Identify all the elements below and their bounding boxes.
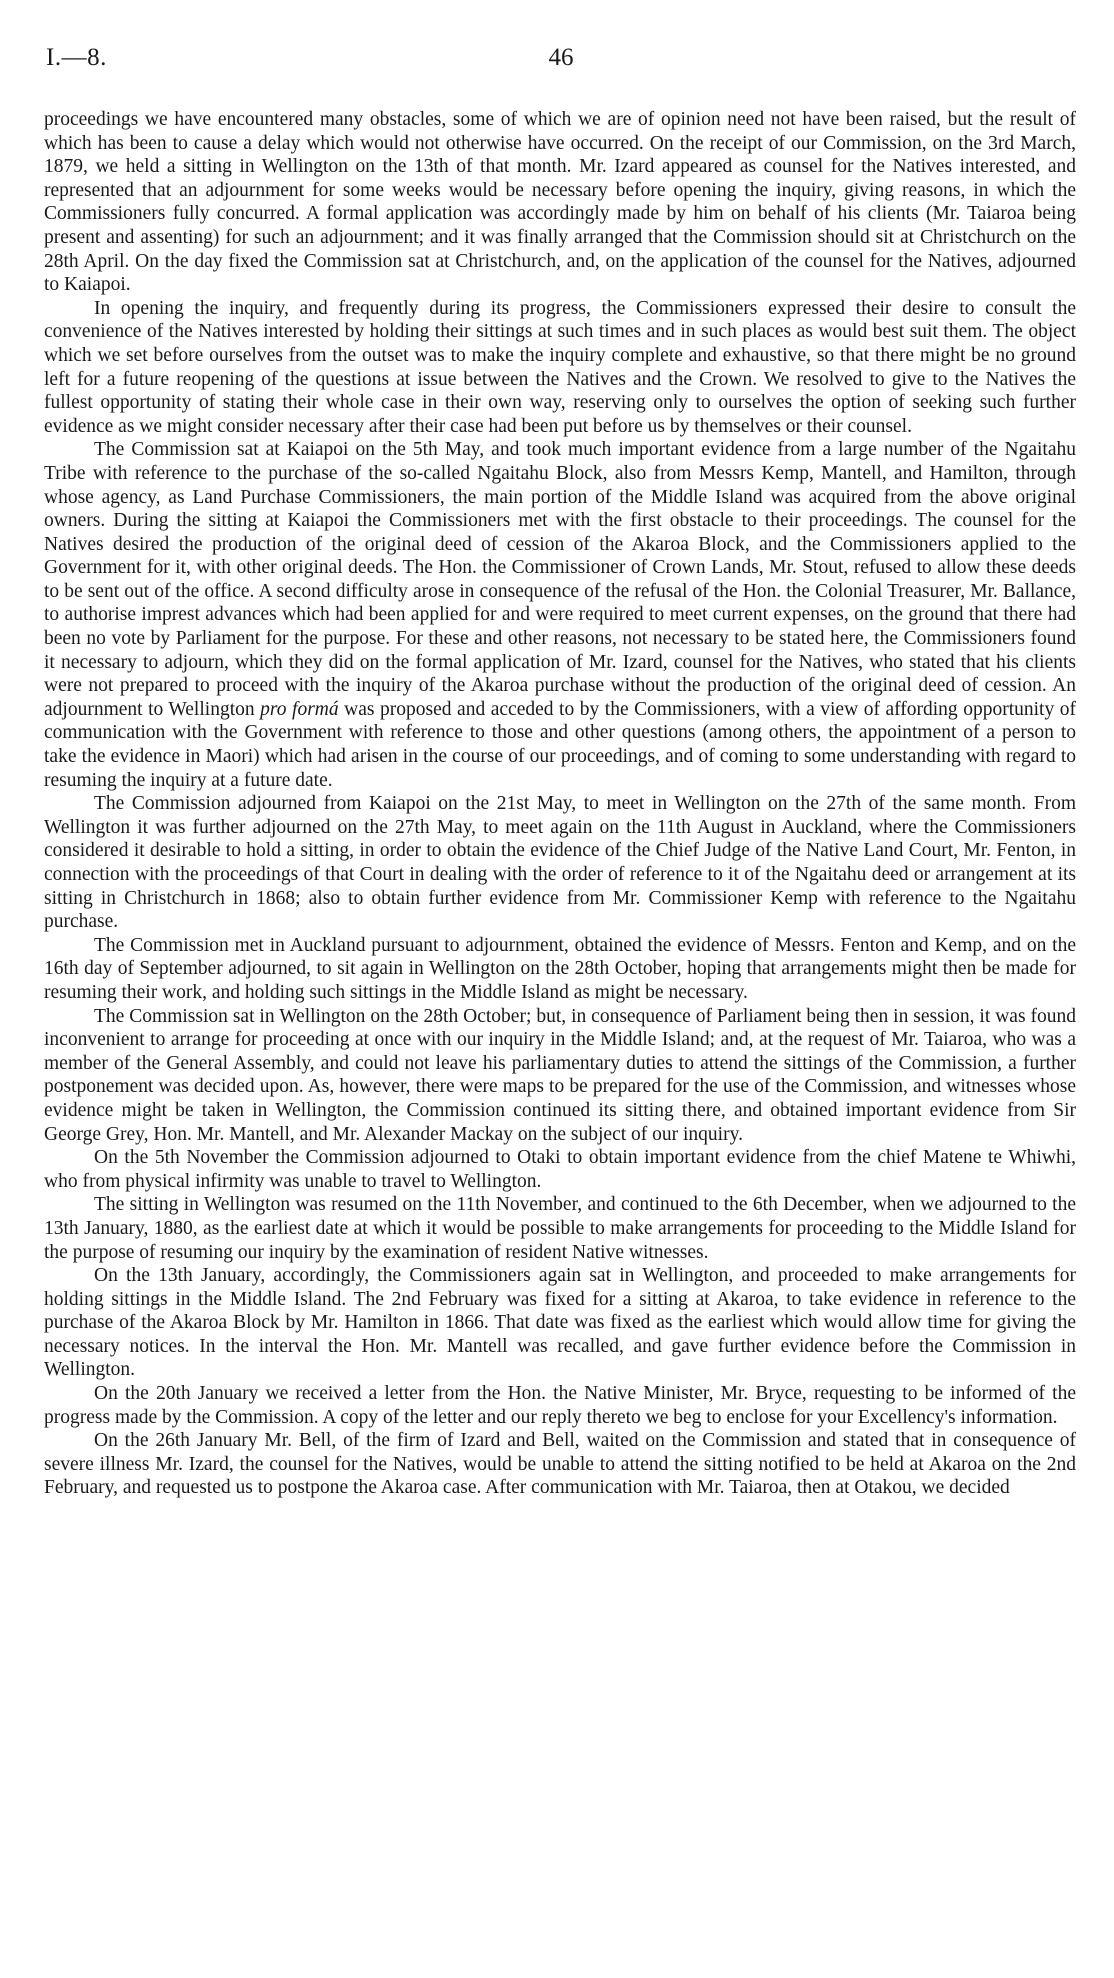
paragraph-8: The sitting in Wellington was resumed on the 11th November, and continued to the 6th December, when we adjourned to the 13th January, 1880, as the earliest date at which it would be possible to make arrangements for proceeding to the Middle Island for the purpose of resuming our inquiry by the examination of resident Native witnesses. (44, 1194, 1076, 1263)
paragraph-10: On the 20th January we received a letter from the Hon. the Native Minister, Mr. Bryce, requesting to be informed of the progress made by the Commission. A copy of the letter and our reply thereto we beg to enclose for your Excellency's information. (44, 1383, 1076, 1428)
paragraph-6: The Commission sat in Wellington on the 28th October; but, in consequence of Parliament being then in session, it was found inconvenient to arrange for proceeding at once with our inquiry in the Middle Island; and, at the request of Mr. Taiaroa, who was a member of the General Assembly, and could not leave his parliamentary duties to attend the sittings of the Commission, a further postponement was decided upon. As, however, there were maps to be prepared for the use of the Commission, and witnesses whose evidence might be taken in Wellington, the Commission continued its sitting there, and obtained important evidence from Sir George Grey, Hon. Mr. Mantell, and Mr. Alexander Mackay on the subject of our inquiry. (44, 1005, 1076, 1145)
paragraph-7: On the 5th November the Commission adjourned to Otaki to obtain important evidence from the chief Matene te Whiwhi, who from physical infirmity was unable to travel to Wellington. (44, 1147, 1076, 1192)
paragraph-5: The Commission met in Auckland pursuant to adjournment, obtained the evidence of Messrs. Fenton and Kemp, and on the 16th day of September adjourned, to sit again in Wellington on the 28th October, hoping that arrangements might then be made for resuming their work, and holding such sittings in the Middle Island as might be necessary. (44, 934, 1076, 1003)
paragraph-11: On the 26th January Mr. Bell, of the firm of Izard and Bell, waited on the Commission and stated that in consequence of severe illness Mr. Izard, the counsel for the Natives, would be unable to attend the sitting notified to be held at Akaroa on the 2nd February, and requested us to postpone the Akaroa case. After communication with Mr. Taiaroa, then at Otakou, we decided (44, 1430, 1076, 1499)
paragraph-3-emphasis: pro formá (260, 698, 339, 720)
page-header (46, 44, 1076, 78)
paragraph-1: proceedings we have encountered many obstacles, some of which we are of opinion need not have been raised, but the result of which has been to cause a delay which would not otherwise have occurred. On the receipt of our Commission, on the 3rd March, 1879, we held a sitting in Wellington on the 13th of that month. Mr. Izard appeared as counsel for the Natives interested, and represented that an adjournment for some weeks would be necessary before opening the inquiry, giving reasons, in which the Commissioners fully concurred. A formal application was accordingly made by him on behalf of his clients (Mr. Taiaroa being present and assenting) for such an adjournment; and it was finally arranged that the Commission should sit at Christchurch on the 28th April. On the day fixed the Commission sat at Christchurch, and, on the application of the counsel for the Natives, adjourned to Kaiapoi. (44, 109, 1076, 296)
paragraph-4: The Commission adjourned from Kaiapoi on the 21st May, to meet in Wellington on the 27th of the same month. From Wellington it was further adjourned on the 27th May, to meet again on the 11th August in Auckland, where the Commissioners considered it desirable to hold a sitting, in order to obtain the evidence of the Chief Judge of the Native Land Court, Mr. Fenton, in connection with the proceedings of that Court in dealing with the order of reference to it of the Ngaitahu deed or arrangement at its sitting in Christchurch in 1868; also to obtain further evidence from Mr. Commissioner Kemp with reference to the Ngaitahu purchase. (44, 793, 1076, 933)
body-text (44, 108, 1076, 1500)
paragraph-3-text-before: The Commission sat at Kaiapoi on the 5th May, and took much important evidence from a large number of the Ngaitahu Tribe with reference to the purchase of the so-called Ngaitahu Block, also from Messrs Kemp, Mantell, and Hamilton, through whose agency, as Land Purchase Commissioners, the main portion of the Middle Island was acquired from the above original owners. During the sitting at Kaiapoi the Commissioners met with the first obstacle to their proceedings. The counsel for the Natives desired the production of the original deed of cession of the Akaroa Block, and the Commissioners applied to the Government for it, with other original deeds. The Hon. the Commissioner of Crown Lands, Mr. Stout, refused to allow these deeds to be sent out of the office. A second difficulty arose in consequence of the refusal of the Hon. the Colonial Treasurer, Mr. Ballance, to authorise imprest advances which had been applied for and were required to meet current expenses, on the ground that there had been no vote by Parliament for the purpose. For these and other reasons, not necessary to be stated here, the Commissioners found it necessary to adjourn, which they did on the formal application of Mr. Izard, counsel for the Natives, who stated that his clients were not prepared to proceed with the inquiry of the Akaroa purchase without the production of the original deed of cession. An adjournment to Wellington (44, 439, 1076, 720)
page-number: 46 (548, 44, 574, 71)
paragraph-2: In opening the inquiry, and frequently during its progress, the Commissioners expressed their desire to consult the convenience of the Natives interested by holding their sittings at such times and in such places as would best suit them. The object which we set before ourselves from the outset was to make the inquiry complete and exhaustive, so that there might be no ground left for a future reopening of the questions at issue between the Natives and the Crown. We resolved to give to the Natives the fullest opportunity of stating their whole case in their own way, reserving only to ourselves the option of seeking such further evidence as we might consider necessary after their case had been put before us by themselves or their counsel. (44, 297, 1076, 437)
paragraph-3-text-after: was proposed and acceded to by the Commissioners, with a view of affording opportunity of communication with the Government with reference to those and other questions (among others, the appointment of a person to take the evidence in Maori) which had arisen in the course of our proceedings, and of coming to some understanding with regard to resuming the inquiry at a future date. (44, 698, 1076, 791)
paragraph-9: On the 13th January, accordingly, the Commissioners again sat in Wellington, and proceeded to make arrangements for holding sittings in the Middle Island. The 2nd February was fixed for a sitting at Akaroa, to take evidence in reference to the purchase of the Akaroa Block by Mr. Hamilton in 1866. That date was fixed as the earliest which would allow time for giving the necessary notices. In the interval the Hon. Mr. Mantell was recalled, and gave further evidence before the Commission in Wellington. (44, 1265, 1076, 1381)
paragraph-3 (44, 438, 1076, 792)
document-reference: I.—8. (46, 44, 107, 71)
